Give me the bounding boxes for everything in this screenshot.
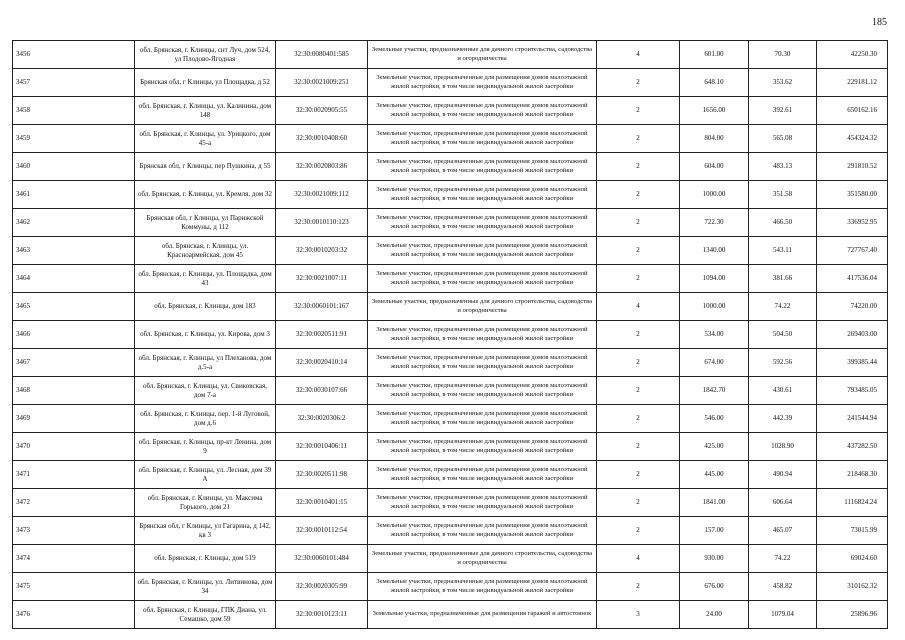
row-number: 3460 bbox=[13, 153, 135, 181]
specific-value-cell: 392.61 bbox=[749, 97, 817, 125]
area-cell: 648.10 bbox=[680, 69, 749, 97]
row-number: 3456 bbox=[13, 41, 135, 69]
row-number: 3462 bbox=[13, 209, 135, 237]
cadastral-number-cell: 32:30:0010112:54 bbox=[276, 517, 368, 545]
group-cell: 2 bbox=[597, 125, 680, 153]
group-cell: 2 bbox=[597, 265, 680, 293]
cadastral-value-cell: 727767.40 bbox=[817, 237, 888, 265]
specific-value-cell: 381.66 bbox=[749, 265, 817, 293]
cadastral-number-cell: 32:30:0030107:66 bbox=[276, 377, 368, 405]
specific-value-cell: 74.22 bbox=[749, 293, 817, 321]
row-number: 3473 bbox=[13, 517, 135, 545]
address-cell: обл. Брянская, г. Клинцы, ул. Максима Горького, дом 21 bbox=[135, 489, 276, 517]
cadastral-value-cell: 1116824.24 bbox=[817, 489, 888, 517]
area-cell: 930.00 bbox=[680, 545, 749, 573]
cadastral-number-cell: 32:30:0020905:55 bbox=[276, 97, 368, 125]
land-use-cell: Земельные участки, предназначенные для дачного строительства, садоводства и огородничества bbox=[368, 41, 597, 69]
row-number: 3458 bbox=[13, 97, 135, 125]
group-cell: 2 bbox=[597, 237, 680, 265]
table-row bbox=[13, 573, 888, 601]
land-use-cell: Земельные участки, предназначенные для размещения домов малоэтажной жилой застройки, в том числе индивидуальной жилой застройки bbox=[368, 517, 597, 545]
cadastral-number-cell: 32:30:0080401:585 bbox=[276, 41, 368, 69]
table-body bbox=[13, 41, 888, 629]
cadastral-value-cell: 42250.30 bbox=[817, 41, 888, 69]
area-cell: 1000.00 bbox=[680, 293, 749, 321]
land-use-cell: Земельные участки, предназначенные для размещения домов малоэтажной жилой застройки, в том числе индивидуальной жилой застройки bbox=[368, 153, 597, 181]
specific-value-cell: 504.50 bbox=[749, 321, 817, 349]
address-cell: обл. Брянская, г. Клинцы, ул Плеханова, дом д.5-а bbox=[135, 349, 276, 377]
cadastral-number-cell: 32:30:0020410:14 bbox=[276, 349, 368, 377]
area-cell: 445.00 bbox=[680, 461, 749, 489]
address-cell: обл. Брянская, г. Клинцы, ГПК Диана, ул. Семашко, дом 59 bbox=[135, 601, 276, 629]
cadastral-value-cell: 437282.50 bbox=[817, 433, 888, 461]
specific-value-cell: 466.50 bbox=[749, 209, 817, 237]
land-use-cell: Земельные участки, предназначенные для размещения домов малоэтажной жилой застройки, в том числе индивидуальной жилой застройки bbox=[368, 209, 597, 237]
group-cell: 3 bbox=[597, 601, 680, 629]
address-cell: обл. Брянская, г. Клинцы, ул. Кремля, дом 32 bbox=[135, 181, 276, 209]
land-use-cell: Земельные участки, предназначенные для размещения домов малоэтажной жилой застройки, в том числе индивидуальной жилой застройки bbox=[368, 181, 597, 209]
table-row bbox=[13, 153, 888, 181]
cadastral-value-cell: 336952.95 bbox=[817, 209, 888, 237]
area-cell: 674.00 bbox=[680, 349, 749, 377]
table-row bbox=[13, 237, 888, 265]
cadastral-number-cell: 32:30:0010408:60 bbox=[276, 125, 368, 153]
group-cell: 4 bbox=[597, 41, 680, 69]
address-cell: обл. Брянская, г. Клинцы, пер. 1-й Луговой, дом д.6 bbox=[135, 405, 276, 433]
cadastral-number-cell: 32:30:0010123:11 bbox=[276, 601, 368, 629]
specific-value-cell: 465.07 bbox=[749, 517, 817, 545]
cadastral-value-cell: 399385.44 bbox=[817, 349, 888, 377]
specific-value-cell: 483.13 bbox=[749, 153, 817, 181]
row-number: 3457 bbox=[13, 69, 135, 97]
cadastral-number-cell: 32:30:0020511:98 bbox=[276, 461, 368, 489]
group-cell: 4 bbox=[597, 545, 680, 573]
area-cell: 546.00 bbox=[680, 405, 749, 433]
address-cell: Брянская обл, г Клинцы, ул Площадка, д 52 bbox=[135, 69, 276, 97]
cadastral-value-cell: 25896.96 bbox=[817, 601, 888, 629]
specific-value-cell: 565.08 bbox=[749, 125, 817, 153]
specific-value-cell: 543.11 bbox=[749, 237, 817, 265]
group-cell: 2 bbox=[597, 489, 680, 517]
cadastral-value-cell: 218468.30 bbox=[817, 461, 888, 489]
cadastral-value-cell: 351580.00 bbox=[817, 181, 888, 209]
table-row bbox=[13, 545, 888, 573]
group-cell: 2 bbox=[597, 321, 680, 349]
land-use-cell: Земельные участки, предназначенные для размещения домов малоэтажной жилой застройки, в том числе индивидуальной жилой застройки bbox=[368, 321, 597, 349]
cadastral-value-table bbox=[12, 40, 888, 629]
cadastral-number-cell: 32:30:0060101:484 bbox=[276, 545, 368, 573]
row-number: 3464 bbox=[13, 265, 135, 293]
area-cell: 1841.00 bbox=[680, 489, 749, 517]
address-cell: обл. Брянская, г. Клинцы, дом 519 bbox=[135, 545, 276, 573]
specific-value-cell: 490.94 bbox=[749, 461, 817, 489]
group-cell: 2 bbox=[597, 433, 680, 461]
table-row bbox=[13, 69, 888, 97]
cadastral-value-cell: 69024.60 bbox=[817, 545, 888, 573]
group-cell: 2 bbox=[597, 97, 680, 125]
cadastral-number-cell: 32:30:0021009:251 bbox=[276, 69, 368, 97]
area-cell: 157.00 bbox=[680, 517, 749, 545]
land-use-cell: Земельные участки, предназначенные для дачного строительства, садоводства и огородничества bbox=[368, 545, 597, 573]
land-use-cell: Земельные участки, предназначенные для размещения домов малоэтажной жилой застройки, в том числе индивидуальной жилой застройки bbox=[368, 461, 597, 489]
group-cell: 2 bbox=[597, 517, 680, 545]
specific-value-cell: 351.58 bbox=[749, 181, 817, 209]
group-cell: 4 bbox=[597, 293, 680, 321]
table-row bbox=[13, 433, 888, 461]
cadastral-value-cell: 241544.94 bbox=[817, 405, 888, 433]
group-cell: 2 bbox=[597, 377, 680, 405]
area-cell: 1094.00 bbox=[680, 265, 749, 293]
address-cell: обл. Брянская, г. Клинцы, ул. Калинина, дом 148 bbox=[135, 97, 276, 125]
cadastral-number-cell: 32:30:0010401:15 bbox=[276, 489, 368, 517]
specific-value-cell: 70.30 bbox=[749, 41, 817, 69]
area-cell: 676.00 bbox=[680, 573, 749, 601]
land-use-cell: Земельные участки, предназначенные для размещения домов малоэтажной жилой застройки, в том числе индивидуальной жилой застройки bbox=[368, 349, 597, 377]
cadastral-number-cell: 32:30:0020511:91 bbox=[276, 321, 368, 349]
group-cell: 2 bbox=[597, 573, 680, 601]
land-use-cell: Земельные участки, предназначенные для размещения домов малоэтажной жилой застройки, в том числе индивидуальной жилой застройки bbox=[368, 237, 597, 265]
specific-value-cell: 606.64 bbox=[749, 489, 817, 517]
address-cell: обл. Брянская, г. Клинцы, ул. Красноармейская, дом 45 bbox=[135, 237, 276, 265]
group-cell: 2 bbox=[597, 181, 680, 209]
table-row bbox=[13, 125, 888, 153]
address-cell: обл. Брянская, г. Клинцы, снт Луч, дом 524, ул Плодово-Ягодная bbox=[135, 41, 276, 69]
area-cell: 604.00 bbox=[680, 153, 749, 181]
table-row bbox=[13, 321, 888, 349]
cadastral-number-cell: 32:30:0020306:2 bbox=[276, 405, 368, 433]
table-row bbox=[13, 181, 888, 209]
area-cell: 1000.00 bbox=[680, 181, 749, 209]
cadastral-number-cell: 32:30:0020803:86 bbox=[276, 153, 368, 181]
table-row bbox=[13, 41, 888, 69]
table-row bbox=[13, 265, 888, 293]
table-row bbox=[13, 601, 888, 629]
land-use-cell: Земельные участки, предназначенные для размещения домов малоэтажной жилой застройки, в том числе индивидуальной жилой застройки bbox=[368, 69, 597, 97]
cadastral-value-cell: 73015.99 bbox=[817, 517, 888, 545]
cadastral-number-cell: 32:30:0010110:123 bbox=[276, 209, 368, 237]
specific-value-cell: 442.39 bbox=[749, 405, 817, 433]
address-cell: обл. Брянская, г. Клинцы, ул. Лесная, дом 39 А bbox=[135, 461, 276, 489]
row-number: 3461 bbox=[13, 181, 135, 209]
row-number: 3476 bbox=[13, 601, 135, 629]
table-row bbox=[13, 97, 888, 125]
row-number: 3475 bbox=[13, 573, 135, 601]
cadastral-value-cell: 291810.52 bbox=[817, 153, 888, 181]
address-cell: обл. Брянская, г. Клинцы, дом 183 bbox=[135, 293, 276, 321]
cadastral-value-cell: 417536.04 bbox=[817, 265, 888, 293]
specific-value-cell: 353.62 bbox=[749, 69, 817, 97]
cadastral-value-cell: 310162.32 bbox=[817, 573, 888, 601]
address-cell: обл. Брянская, г. Клинцы, ул. Площадка, дом 43 bbox=[135, 265, 276, 293]
cadastral-value-cell: 793485.05 bbox=[817, 377, 888, 405]
area-cell: 804.00 bbox=[680, 125, 749, 153]
area-cell: 601.00 bbox=[680, 41, 749, 69]
row-number: 3467 bbox=[13, 349, 135, 377]
page-number: 185 bbox=[872, 17, 887, 28]
row-number: 3474 bbox=[13, 545, 135, 573]
table-row bbox=[13, 461, 888, 489]
specific-value-cell: 1079.04 bbox=[749, 601, 817, 629]
group-cell: 2 bbox=[597, 153, 680, 181]
cadastral-value-cell: 454324.32 bbox=[817, 125, 888, 153]
cadastral-value-cell: 229181.12 bbox=[817, 69, 888, 97]
address-cell: Брянская обл, г Клинцы, ул Гагарина, д 142, кв 3 bbox=[135, 517, 276, 545]
specific-value-cell: 430.61 bbox=[749, 377, 817, 405]
table-row bbox=[13, 349, 888, 377]
land-use-cell: Земельные участки, предназначенные для размещения домов малоэтажной жилой застройки, в том числе индивидуальной жилой застройки bbox=[368, 489, 597, 517]
table-row bbox=[13, 517, 888, 545]
row-number: 3466 bbox=[13, 321, 135, 349]
land-use-cell: Земельные участки, предназначенные для размещения домов малоэтажной жилой застройки, в том числе индивидуальной жилой застройки bbox=[368, 573, 597, 601]
cadastral-number-cell: 32:30:0060101:167 bbox=[276, 293, 368, 321]
specific-value-cell: 592.56 bbox=[749, 349, 817, 377]
group-cell: 2 bbox=[597, 349, 680, 377]
land-use-cell: Земельные участки, предназначенные для размещения домов малоэтажной жилой застройки, в том числе индивидуальной жилой застройки bbox=[368, 433, 597, 461]
land-use-cell: Земельные участки, предназначенные для размещения гаражей и автостоянок bbox=[368, 601, 597, 629]
land-use-cell: Земельные участки, предназначенные для дачного строительства, садоводства и огородничества bbox=[368, 293, 597, 321]
group-cell: 2 bbox=[597, 209, 680, 237]
row-number: 3472 bbox=[13, 489, 135, 517]
specific-value-cell: 458.82 bbox=[749, 573, 817, 601]
row-number: 3471 bbox=[13, 461, 135, 489]
specific-value-cell: 74.22 bbox=[749, 545, 817, 573]
area-cell: 425.00 bbox=[680, 433, 749, 461]
row-number: 3469 bbox=[13, 405, 135, 433]
address-cell: Брянская обл, г Клинцы, ул Парижской Коммуны, д 112 bbox=[135, 209, 276, 237]
table-row bbox=[13, 489, 888, 517]
area-cell: 1340.00 bbox=[680, 237, 749, 265]
land-use-cell: Земельные участки, предназначенные для размещения домов малоэтажной жилой застройки, в том числе индивидуальной жилой застройки bbox=[368, 125, 597, 153]
group-cell: 2 bbox=[597, 405, 680, 433]
row-number: 3465 bbox=[13, 293, 135, 321]
cadastral-value-cell: 650162.16 bbox=[817, 97, 888, 125]
cadastral-number-cell: 32:30:0021007:11 bbox=[276, 265, 368, 293]
cadastral-number-cell: 32:30:0010203:32 bbox=[276, 237, 368, 265]
group-cell: 2 bbox=[597, 69, 680, 97]
address-cell: обл. Брянская, г. Клинцы, ул. Свиковская, дом 7-а bbox=[135, 377, 276, 405]
cadastral-number-cell: 32:30:0021009:112 bbox=[276, 181, 368, 209]
area-cell: 1842.70 bbox=[680, 377, 749, 405]
table-row bbox=[13, 405, 888, 433]
area-cell: 534.00 bbox=[680, 321, 749, 349]
specific-value-cell: 1028.90 bbox=[749, 433, 817, 461]
address-cell: обл. Брянская, г. Клинцы, ул. Урицкого, дом 45-а bbox=[135, 125, 276, 153]
area-cell: 722.30 bbox=[680, 209, 749, 237]
row-number: 3459 bbox=[13, 125, 135, 153]
cadastral-number-cell: 32:30:0020305:99 bbox=[276, 573, 368, 601]
land-use-cell: Земельные участки, предназначенные для размещения домов малоэтажной жилой застройки, в том числе индивидуальной жилой застройки bbox=[368, 377, 597, 405]
address-cell: обл. Брянская, г. Клинцы, ул. Кирова, дом 3 bbox=[135, 321, 276, 349]
area-cell: 1656.00 bbox=[680, 97, 749, 125]
address-cell: обл. Брянская, г. Клинцы, пр-кт Ленина, дом 9 bbox=[135, 433, 276, 461]
address-cell: Брянская обл, г Клинцы, пер Пушкина, д 55 bbox=[135, 153, 276, 181]
table-row bbox=[13, 377, 888, 405]
cadastral-value-cell: 269403.00 bbox=[817, 321, 888, 349]
land-use-cell: Земельные участки, предназначенные для размещения домов малоэтажной жилой застройки, в том числе индивидуальной жилой застройки bbox=[368, 405, 597, 433]
cadastral-number-cell: 32:30:0010406:11 bbox=[276, 433, 368, 461]
row-number: 3470 bbox=[13, 433, 135, 461]
group-cell: 2 bbox=[597, 461, 680, 489]
row-number: 3463 bbox=[13, 237, 135, 265]
table-row bbox=[13, 209, 888, 237]
land-use-cell: Земельные участки, предназначенные для размещения домов малоэтажной жилой застройки, в том числе индивидуальной жилой застройки bbox=[368, 97, 597, 125]
table-row bbox=[13, 293, 888, 321]
address-cell: обл. Брянская, г. Клинцы, ул. Литвинова, дом 34 bbox=[135, 573, 276, 601]
row-number: 3468 bbox=[13, 377, 135, 405]
area-cell: 24.00 bbox=[680, 601, 749, 629]
cadastral-value-cell: 74220.00 bbox=[817, 293, 888, 321]
land-use-cell: Земельные участки, предназначенные для размещения домов малоэтажной жилой застройки, в том числе индивидуальной жилой застройки bbox=[368, 265, 597, 293]
